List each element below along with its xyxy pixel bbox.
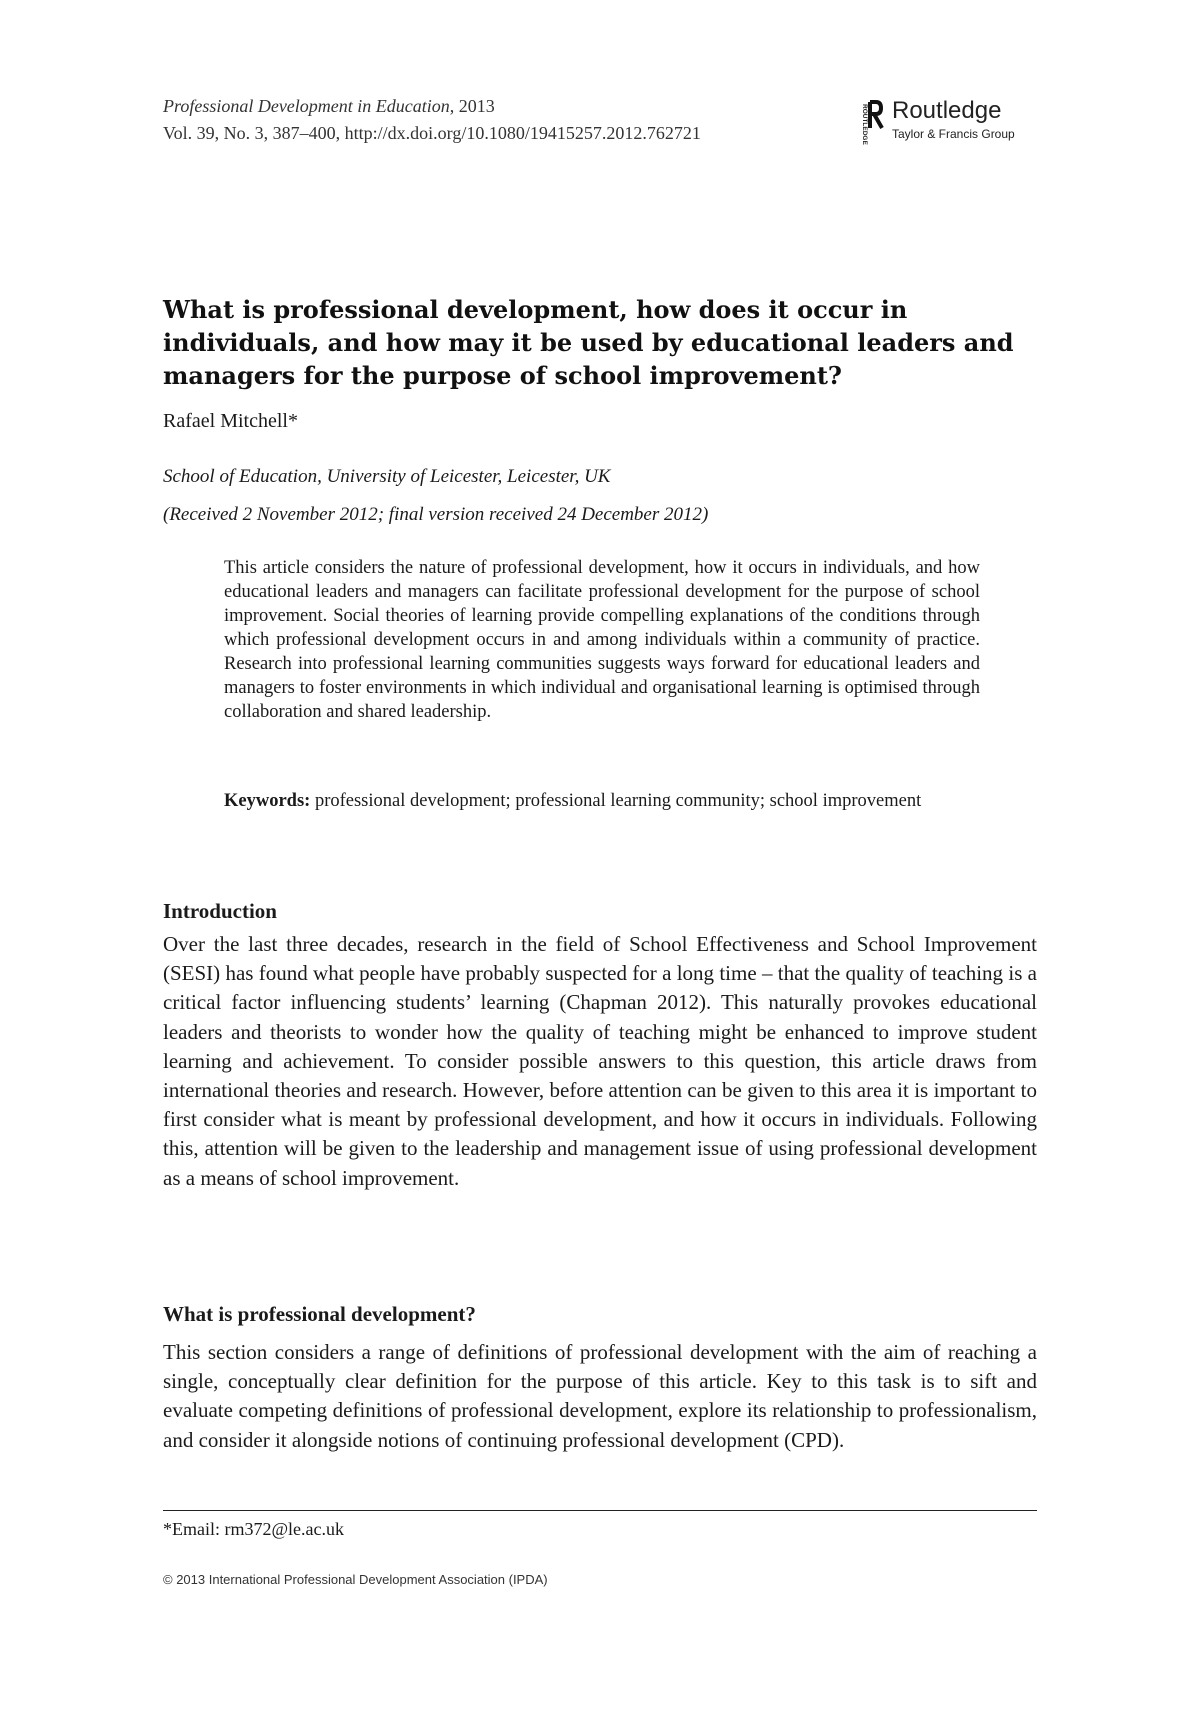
journal-info — [163, 93, 701, 147]
what-is-pd-paragraph: This section considers a range of definitions of professional development with the aim of reaching a single, conceptually clear definition for the purpose of this article. Key to this task is to sift and evaluate competing definitions of professional development, explore its relationship to professionalism, and consider it alongside notions of continuing professional development (CPD). — [163, 1340, 1037, 1452]
section-heading-introduction: Introduction — [163, 899, 277, 923]
abstract: This article considers the nature of professional development, how it occurs in individuals, and how educational leaders and managers can facilitate professional development for the purpose of school improvement. Social theories of learning provide compelling explanations of the conditions through which professional development occurs in and among individuals within a community of practice. Research into professional learning communities suggests ways forward for educational leaders and managers to foster environments in which individual and organisational learning is optimised through collaboration and shared leadership. — [224, 558, 980, 722]
journal-name: Professional Development in Education — [163, 96, 450, 116]
author-name: Rafael Mitchell* — [163, 410, 298, 432]
keywords — [224, 789, 980, 813]
journal-year: , 2013 — [449, 96, 495, 116]
footnote-divider — [163, 1510, 1037, 1511]
article-title: What is professional development, how does it occur in individuals, and how may it be used by educational leaders and managers for the purpose of school improvement? — [163, 295, 1014, 390]
publisher-name: Routledge — [892, 97, 1002, 124]
affiliation: School of Education, University of Leicester, Leicester, UK — [163, 466, 611, 487]
introduction-paragraph: Over the last three decades, research in the field of School Effectiveness and School Improvement (SESI) has found what people have probably suspected for a long time – that the quality of teaching is a critical factor influencing students’ learning (Chapman 2012). This naturally provokes educational leaders and theorists to wonder how the quality of teaching might be enhanced to improve student learning and achievement. To consider possible answers to this question, this article draws from international theories and research. However, before attention can be given to this area it is important to first consider what is meant by professional development, and how it occurs in individuals. Following this, attention will be given to the leadership and management issue of using professional development as a means of school improvement. — [163, 932, 1037, 1190]
routledge-logo-icon — [858, 98, 884, 148]
author-email[interactable]: *Email: rm372@le.ac.uk — [163, 1519, 345, 1539]
keywords-label: Keywords: — [224, 791, 311, 811]
copyright-notice: © 2013 International Professional Development Association (IPDA) — [163, 1572, 548, 1587]
section-heading-what-is-pd: What is professional development? — [163, 1302, 476, 1326]
received-dates: (Received 2 November 2012; final version received 24 December 2012) — [163, 504, 709, 525]
publisher-vertical-text: ROUTLEDGE — [861, 104, 868, 145]
keywords-list: professional development; professional learning community; school improvement — [310, 791, 922, 811]
publisher-group: Taylor & Francis Group — [892, 127, 1015, 141]
publisher-block — [858, 98, 1015, 148]
citation-doi[interactable]: Vol. 39, No. 3, 387–400, http://dx.doi.org/10.1080/19415257.2012.762721 — [163, 123, 701, 143]
